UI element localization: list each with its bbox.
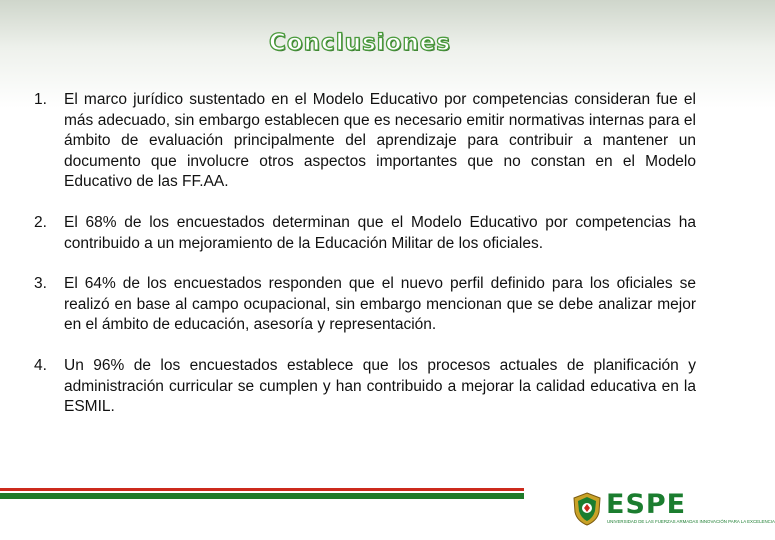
slide-title: Conclusiones xyxy=(269,30,451,56)
logo-text: ESPE xyxy=(606,489,687,520)
list-item xyxy=(34,274,696,336)
green-stripe xyxy=(0,493,524,499)
list-item xyxy=(34,213,696,254)
item-number: 4. xyxy=(34,356,47,374)
item-text: El marco jurídico sustentado en el Modelo Educativo por competencias consideran fue el más adecuado, sin embargo establecen que es necesario emitir normativas internas para el ámbito de evaluación principalmente del aprendizaje para contribuir a mantener un documento que involucre otros aspectos importantes que no constan en el Modelo Educativo de las FF.AA. xyxy=(64,91,696,191)
espe-emblem-icon xyxy=(572,492,602,526)
conclusions-list xyxy=(34,90,696,438)
list-item xyxy=(34,90,696,193)
item-text: Un 96% de los encuestados establece que los procesos actuales de planificación y administración curricular se cumplen y han contribuido a mejorar la calidad educativa en la ESMIL. xyxy=(64,356,696,416)
item-number: 1. xyxy=(34,91,47,108)
footer-stripes xyxy=(0,488,524,500)
logo-subtext: UNIVERSIDAD DE LAS FUERZAS ARMADAS INNOVACIÓN PARA LA EXCELENCIA xyxy=(607,519,775,524)
item-number: 2. xyxy=(34,213,47,231)
item-number: 3. xyxy=(34,275,47,293)
espe-logo xyxy=(572,489,775,530)
item-text: El 64% de los encuestados responden que el nuevo perfil definido para los oficiales se realizó en base al campo ocupacional, sin embargo mencionan que se debe analizar mejor en el ámbito de educación, asesoría y representación. xyxy=(64,275,696,334)
list-item xyxy=(34,356,696,418)
item-text: El 68% de los encuestados determinan que el Modelo Educativo por competencias ha contribuido a un mejoramiento de la Educación Militar de los oficiales. xyxy=(64,213,696,252)
